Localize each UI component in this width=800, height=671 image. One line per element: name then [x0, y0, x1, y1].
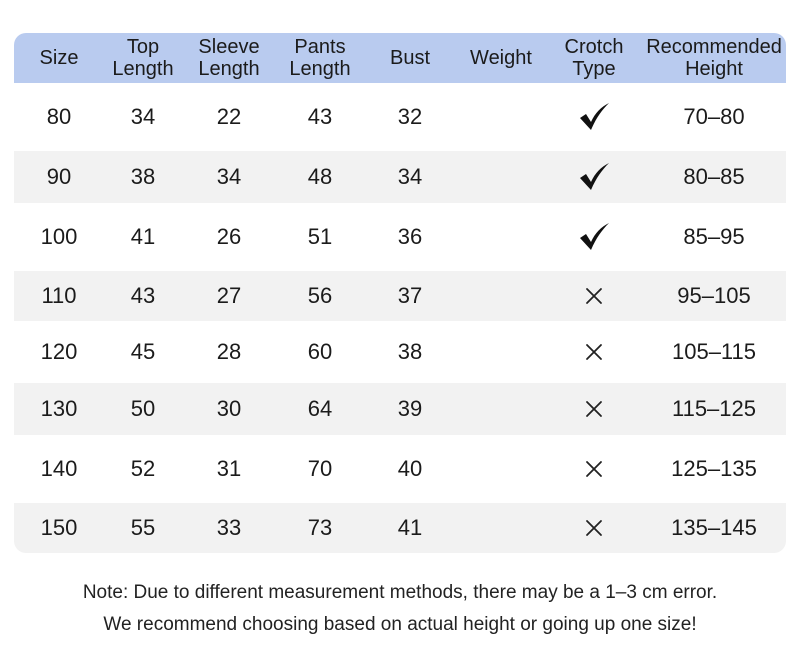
header-pants-length: Pants Length	[289, 36, 351, 80]
size-chart	[14, 33, 786, 553]
cell-pants-length: 48	[307, 164, 333, 189]
cell-bust: 37	[397, 283, 423, 308]
cell-recommended-height: 105–115	[671, 339, 756, 364]
cell-crotch-type	[546, 394, 642, 424]
table-row	[14, 203, 786, 271]
cell-sleeve-length: 30	[216, 396, 242, 421]
header-top-length: Top Length	[112, 36, 174, 80]
cell-bust: 34	[397, 164, 423, 189]
table-row	[14, 271, 786, 321]
cell-size: 120	[40, 339, 78, 364]
cell-recommended-height: 70–80	[683, 104, 745, 129]
cell-pants-length: 73	[307, 515, 333, 540]
cross-icon	[577, 337, 611, 367]
cell-top-length: 55	[130, 515, 156, 540]
cell-sleeve-length: 31	[216, 456, 242, 481]
cell-pants-length: 64	[307, 396, 333, 421]
cell-top-length: 50	[130, 396, 156, 421]
cell-top-length: 52	[130, 456, 156, 481]
header-bust: Bust	[389, 47, 431, 69]
cell-pants-length: 56	[307, 283, 333, 308]
cell-sleeve-length: 33	[216, 515, 242, 540]
table-row	[14, 151, 786, 203]
cell-sleeve-length: 22	[216, 104, 242, 129]
check-icon	[577, 162, 611, 192]
cell-size: 100	[40, 224, 78, 249]
size-chart-header	[14, 33, 786, 83]
cell-sleeve-length: 34	[216, 164, 242, 189]
cell-size: 130	[40, 396, 78, 421]
cell-bust: 38	[397, 339, 423, 364]
cell-top-length: 38	[130, 164, 156, 189]
header-weight: Weight	[470, 47, 532, 69]
size-chart-body	[14, 83, 786, 553]
header-crotch-type: Crotch Type	[564, 36, 624, 80]
cell-crotch-type	[546, 222, 642, 252]
table-row	[14, 503, 786, 553]
cell-recommended-height: 135–145	[671, 515, 757, 540]
cell-sleeve-length: 26	[216, 224, 242, 249]
cell-top-length: 41	[130, 224, 156, 249]
table-row	[14, 435, 786, 503]
cell-pants-length: 70	[307, 456, 333, 481]
cell-top-length: 43	[130, 283, 156, 308]
cell-bust: 32	[397, 104, 423, 129]
cell-size: 150	[40, 515, 78, 540]
cell-size: 140	[40, 456, 78, 481]
header-recommended-height: Recommended Height	[646, 36, 782, 80]
cell-top-length: 34	[130, 104, 156, 129]
cell-sleeve-length: 27	[216, 283, 242, 308]
cell-size: 110	[41, 283, 77, 308]
cell-pants-length: 60	[307, 339, 333, 364]
cross-icon	[577, 281, 611, 311]
cell-size: 80	[46, 104, 72, 129]
check-icon	[577, 222, 611, 252]
cell-recommended-height: 80–85	[683, 164, 745, 189]
note-line-2: We recommend choosing based on actual height or going up one size!	[103, 614, 697, 635]
cell-bust: 39	[397, 396, 423, 421]
cell-size: 90	[46, 164, 72, 189]
cell-crotch-type	[546, 102, 642, 132]
cross-icon	[577, 394, 611, 424]
cell-crotch-type	[546, 513, 642, 543]
cross-icon	[577, 513, 611, 543]
cell-bust: 36	[397, 224, 423, 249]
cell-recommended-height: 115–125	[671, 396, 756, 421]
cell-pants-length: 43	[307, 104, 333, 129]
cell-crotch-type	[546, 281, 642, 311]
cell-recommended-height: 85–95	[683, 224, 745, 249]
header-size: Size	[39, 47, 79, 69]
cell-bust: 40	[397, 456, 423, 481]
cell-recommended-height: 95–105	[677, 283, 751, 308]
header-sleeve-length: Sleeve Length	[198, 36, 260, 80]
cell-pants-length: 51	[307, 224, 333, 249]
table-row	[14, 83, 786, 151]
note-line-1: Note: Due to different measurement methods, there may be a 1–3 cm error.	[82, 582, 718, 603]
cell-crotch-type	[546, 337, 642, 367]
cross-icon	[577, 454, 611, 484]
cell-crotch-type	[546, 162, 642, 192]
cell-sleeve-length: 28	[216, 339, 242, 364]
check-icon	[577, 102, 611, 132]
cell-recommended-height: 125–135	[671, 456, 757, 481]
table-row	[14, 321, 786, 383]
table-row	[14, 383, 786, 435]
cell-crotch-type	[546, 454, 642, 484]
cell-top-length: 45	[130, 339, 156, 364]
cell-bust: 41	[397, 515, 423, 540]
